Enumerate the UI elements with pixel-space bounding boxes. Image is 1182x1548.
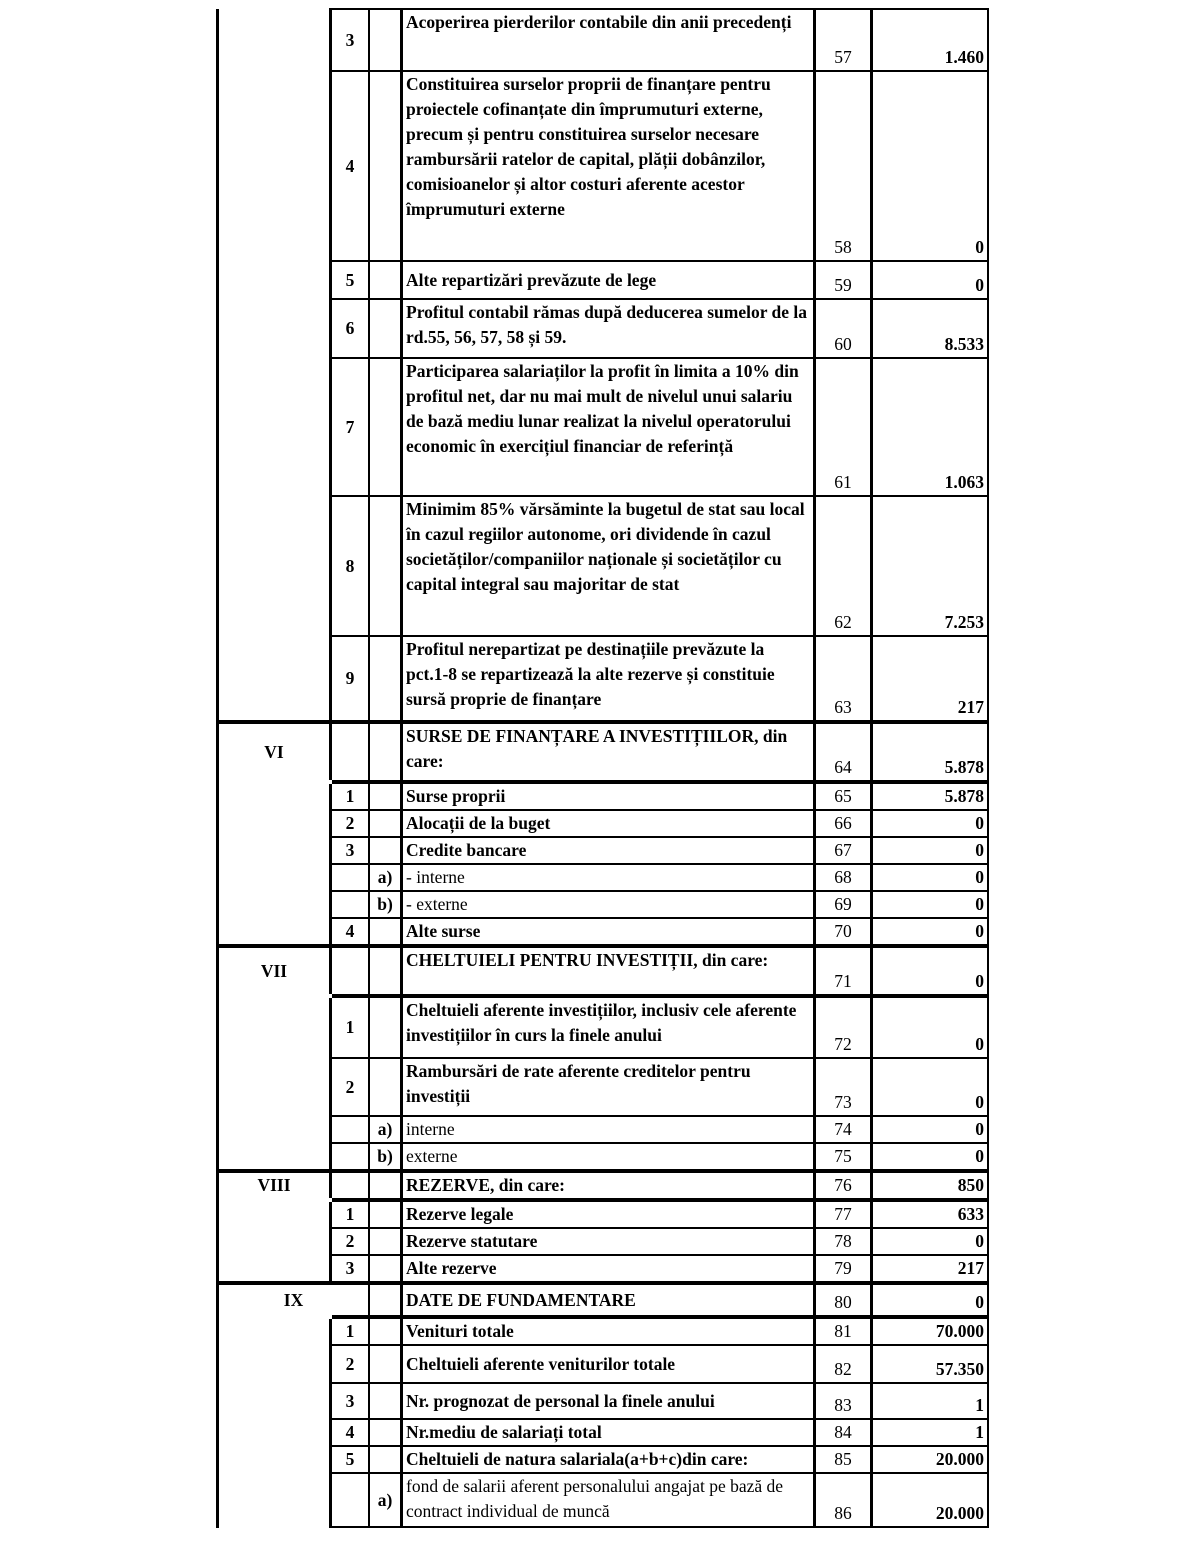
row-code-cell: 75	[815, 1143, 872, 1171]
item-number-cell: 2	[331, 1058, 370, 1116]
item-number-cell: 5	[331, 1446, 370, 1473]
table-row	[218, 864, 989, 891]
sub-item-cell	[369, 9, 402, 71]
item-number-cell: 4	[331, 1419, 370, 1446]
table-row	[218, 9, 989, 71]
table-row	[218, 946, 989, 996]
table-row	[218, 1419, 989, 1446]
table-row	[218, 1317, 989, 1345]
sub-item-cell	[369, 358, 402, 496]
section-cell	[218, 1446, 331, 1473]
section-cell: VII	[218, 946, 331, 996]
section-cell	[218, 810, 331, 837]
row-code-cell: 80	[815, 1283, 872, 1317]
section-cell	[218, 358, 331, 496]
value-cell: 5.878	[872, 782, 989, 810]
value-cell: 633	[872, 1200, 989, 1228]
row-code-cell: 69	[815, 891, 872, 918]
sub-item-cell	[369, 1383, 402, 1419]
row-code-cell: 61	[815, 358, 872, 496]
description-cell: Profitul contabil rămas după deducerea sumelor de la rd.55, 56, 57, 58 și 59.	[402, 299, 815, 358]
section-cell	[218, 1116, 331, 1143]
table-row	[218, 1171, 989, 1200]
sub-item-cell	[369, 1171, 402, 1200]
sub-item-cell	[369, 837, 402, 864]
value-cell: 850	[872, 1171, 989, 1200]
description-cell: Constituirea surselor proprii de finanțare pentru proiectele cofinanțate din împrumuturi externe, precum și pentru constituirea surselor necesare rambursării ratelor de capital, plății dobânzilor, comisioanelor și altor costuri aferente acestor împrumuturi externe	[402, 71, 815, 261]
row-code-cell: 58	[815, 71, 872, 261]
value-cell: 0	[872, 946, 989, 996]
sub-item-cell	[369, 782, 402, 810]
row-code-cell: 76	[815, 1171, 872, 1200]
sub-item-cell	[369, 1283, 402, 1317]
description-cell: SURSE DE FINANȚARE A INVESTIȚIILOR, din care:	[402, 722, 815, 782]
item-number-cell: 2	[331, 810, 370, 837]
table-row	[218, 1228, 989, 1255]
sub-item-cell: a)	[369, 1116, 402, 1143]
item-number-cell: 1	[331, 1200, 370, 1228]
sub-item-cell	[369, 1345, 402, 1383]
row-code-cell: 57	[815, 9, 872, 71]
sub-item-cell	[369, 1255, 402, 1283]
description-cell: interne	[402, 1116, 815, 1143]
sub-item-cell	[369, 71, 402, 261]
item-number-cell: 9	[331, 636, 370, 722]
section-cell	[218, 9, 331, 71]
section-cell	[218, 1143, 331, 1171]
item-number-cell: 4	[331, 918, 370, 946]
value-cell: 57.350	[872, 1345, 989, 1383]
value-cell: 7.253	[872, 496, 989, 636]
item-number-cell	[331, 1143, 370, 1171]
sub-item-cell: a)	[369, 1473, 402, 1527]
row-code-cell: 77	[815, 1200, 872, 1228]
table-row	[218, 722, 989, 782]
value-cell: 0	[872, 864, 989, 891]
row-code-cell: 81	[815, 1317, 872, 1345]
item-number-cell	[331, 864, 370, 891]
section-cell	[218, 782, 331, 810]
row-code-cell: 72	[815, 996, 872, 1058]
row-code-cell: 67	[815, 837, 872, 864]
row-code-cell: 79	[815, 1255, 872, 1283]
row-code-cell: 73	[815, 1058, 872, 1116]
section-cell	[218, 261, 331, 299]
row-code-cell: 86	[815, 1473, 872, 1527]
financial-table	[216, 8, 989, 1528]
section-cell	[218, 636, 331, 722]
section-cell	[218, 71, 331, 261]
sub-item-cell	[369, 1200, 402, 1228]
description-cell: CHELTUIELI PENTRU INVESTIȚII, din care:	[402, 946, 815, 996]
sub-item-cell	[369, 636, 402, 722]
description-cell: Alte rezerve	[402, 1255, 815, 1283]
sub-item-cell	[369, 1317, 402, 1345]
item-number-cell: 1	[331, 782, 370, 810]
item-number-cell: 3	[331, 1383, 370, 1419]
value-cell: 0	[872, 891, 989, 918]
description-cell: DATE DE FUNDAMENTARE	[402, 1283, 815, 1317]
value-cell: 0	[872, 1058, 989, 1116]
item-number-cell	[331, 891, 370, 918]
description-cell: Alte repartizări prevăzute de lege	[402, 261, 815, 299]
section-cell: VIII	[218, 1171, 331, 1200]
sub-item-cell	[369, 299, 402, 358]
description-cell: fond de salarii aferent personalului angajat pe bază de contract individual de muncă	[402, 1473, 815, 1527]
description-cell: Participarea salariaților la profit în limita a 10% din profitul net, dar nu mai mult de nivelul unui salariu de bază mediu lunar realizat la nivelul operatorului economic în exercițiul financiar de referință	[402, 358, 815, 496]
sub-item-cell	[369, 1419, 402, 1446]
description-cell: Nr.mediu de salariați total	[402, 1419, 815, 1446]
value-cell: 0	[872, 1283, 989, 1317]
sub-item-cell	[369, 1228, 402, 1255]
sub-item-cell: a)	[369, 864, 402, 891]
description-cell: Rezerve legale	[402, 1200, 815, 1228]
value-cell: 0	[872, 918, 989, 946]
description-cell: Cheltuieli aferente veniturilor totale	[402, 1345, 815, 1383]
item-number-cell: 2	[331, 1345, 370, 1383]
item-number-cell: 8	[331, 496, 370, 636]
item-number-cell: 3	[331, 9, 370, 71]
sub-item-cell	[369, 946, 402, 996]
item-number-cell	[331, 1116, 370, 1143]
sub-item-cell	[369, 996, 402, 1058]
section-cell	[218, 1419, 331, 1446]
table-row	[218, 837, 989, 864]
sub-item-cell	[369, 918, 402, 946]
row-code-cell: 62	[815, 496, 872, 636]
description-cell: Minimim 85% vărsăminte la bugetul de stat sau local în cazul regiilor autonome, ori dividende în cazul societăților/companiilor naționale și societăților cu capital integral sau majoritar de stat	[402, 496, 815, 636]
row-code-cell: 64	[815, 722, 872, 782]
value-cell: 1	[872, 1383, 989, 1419]
item-number-cell: 2	[331, 1228, 370, 1255]
section-cell	[218, 299, 331, 358]
sub-item-cell: b)	[369, 1143, 402, 1171]
row-code-cell: 60	[815, 299, 872, 358]
table-row	[218, 1383, 989, 1419]
description-cell: Rambursări de rate aferente creditelor pentru investiții	[402, 1058, 815, 1116]
section-cell	[218, 837, 331, 864]
description-cell: Cheltuieli aferente investițiilor, inclusiv cele aferente investițiilor în curs la finele anului	[402, 996, 815, 1058]
table-row	[218, 1473, 989, 1527]
description-cell: Alte surse	[402, 918, 815, 946]
table-row	[218, 1200, 989, 1228]
section-cell	[218, 1255, 331, 1283]
description-cell: Venituri totale	[402, 1317, 815, 1345]
table-row	[218, 1446, 989, 1473]
section-cell	[218, 864, 331, 891]
row-code-cell: 85	[815, 1446, 872, 1473]
value-cell: 0	[872, 837, 989, 864]
table-row	[218, 1345, 989, 1383]
row-code-cell: 68	[815, 864, 872, 891]
sub-item-cell: b)	[369, 891, 402, 918]
value-cell: 0	[872, 1143, 989, 1171]
item-number-cell: 7	[331, 358, 370, 496]
table-row	[218, 891, 989, 918]
table-row	[218, 996, 989, 1058]
item-number-cell: 1	[331, 1317, 370, 1345]
description-cell: Alocații de la buget	[402, 810, 815, 837]
value-cell: 70.000	[872, 1317, 989, 1345]
item-number-cell: 5	[331, 261, 370, 299]
item-number-cell: 1	[331, 996, 370, 1058]
sub-item-cell	[369, 810, 402, 837]
item-number-cell: 3	[331, 837, 370, 864]
table-row	[218, 358, 989, 496]
value-cell: 1.063	[872, 358, 989, 496]
table-row	[218, 261, 989, 299]
description-cell: Cheltuieli de natura salariala(a+b+c)din care:	[402, 1446, 815, 1473]
value-cell: 20.000	[872, 1473, 989, 1527]
item-number-cell: 3	[331, 1255, 370, 1283]
value-cell: 1.460	[872, 9, 989, 71]
table-row	[218, 918, 989, 946]
section-cell	[218, 1317, 331, 1345]
value-cell: 1	[872, 1419, 989, 1446]
table-row	[218, 496, 989, 636]
row-code-cell: 71	[815, 946, 872, 996]
value-cell: 0	[872, 71, 989, 261]
value-cell: 20.000	[872, 1446, 989, 1473]
table-row	[218, 1283, 989, 1317]
item-number-cell: 6	[331, 299, 370, 358]
row-code-cell: 65	[815, 782, 872, 810]
section-cell	[218, 1473, 331, 1527]
description-cell: Rezerve statutare	[402, 1228, 815, 1255]
section-cell	[218, 1058, 331, 1116]
row-code-cell: 70	[815, 918, 872, 946]
description-cell: - interne	[402, 864, 815, 891]
section-cell	[218, 918, 331, 946]
sub-item-cell	[369, 722, 402, 782]
item-number-cell	[331, 946, 370, 996]
value-cell: 8.533	[872, 299, 989, 358]
section-cell	[218, 1345, 331, 1383]
table-row	[218, 1255, 989, 1283]
table-row	[218, 1116, 989, 1143]
sub-item-cell	[369, 496, 402, 636]
table-row	[218, 1143, 989, 1171]
row-code-cell: 66	[815, 810, 872, 837]
description-cell: Profitul nerepartizat pe destinațiile prevăzute la pct.1-8 se repartizează la alte rezerve și constituie sursă proprie de finanțare	[402, 636, 815, 722]
section-cell	[218, 1228, 331, 1255]
value-cell: 0	[872, 1116, 989, 1143]
item-number-cell	[331, 1171, 370, 1200]
description-cell: Acoperirea pierderilor contabile din anii precedenți	[402, 9, 815, 71]
section-cell	[218, 891, 331, 918]
section-cell	[218, 996, 331, 1058]
row-code-cell: 83	[815, 1383, 872, 1419]
row-code-cell: 82	[815, 1345, 872, 1383]
section-cell: VI	[218, 722, 331, 782]
value-cell: 217	[872, 636, 989, 722]
section-cell: IX	[218, 1283, 370, 1317]
value-cell: 0	[872, 810, 989, 837]
row-code-cell: 63	[815, 636, 872, 722]
section-cell	[218, 1383, 331, 1419]
value-cell: 5.878	[872, 722, 989, 782]
table-row	[218, 636, 989, 722]
table-row	[218, 1058, 989, 1116]
description-cell: Surse proprii	[402, 782, 815, 810]
value-cell: 0	[872, 996, 989, 1058]
row-code-cell: 78	[815, 1228, 872, 1255]
row-code-cell: 74	[815, 1116, 872, 1143]
section-cell	[218, 1200, 331, 1228]
description-cell: REZERVE, din care:	[402, 1171, 815, 1200]
description-cell: Nr. prognozat de personal la finele anului	[402, 1383, 815, 1419]
value-cell: 217	[872, 1255, 989, 1283]
description-cell: externe	[402, 1143, 815, 1171]
sub-item-cell	[369, 261, 402, 299]
value-cell: 0	[872, 1228, 989, 1255]
description-cell: - externe	[402, 891, 815, 918]
description-cell: Credite bancare	[402, 837, 815, 864]
table-row	[218, 71, 989, 261]
item-number-cell: 4	[331, 71, 370, 261]
row-code-cell: 59	[815, 261, 872, 299]
sub-item-cell	[369, 1058, 402, 1116]
table-row	[218, 810, 989, 837]
table-row	[218, 299, 989, 358]
sub-item-cell	[369, 1446, 402, 1473]
item-number-cell	[331, 1473, 370, 1527]
table-row	[218, 782, 989, 810]
item-number-cell	[331, 722, 370, 782]
row-code-cell: 84	[815, 1419, 872, 1446]
value-cell: 0	[872, 261, 989, 299]
section-cell	[218, 496, 331, 636]
